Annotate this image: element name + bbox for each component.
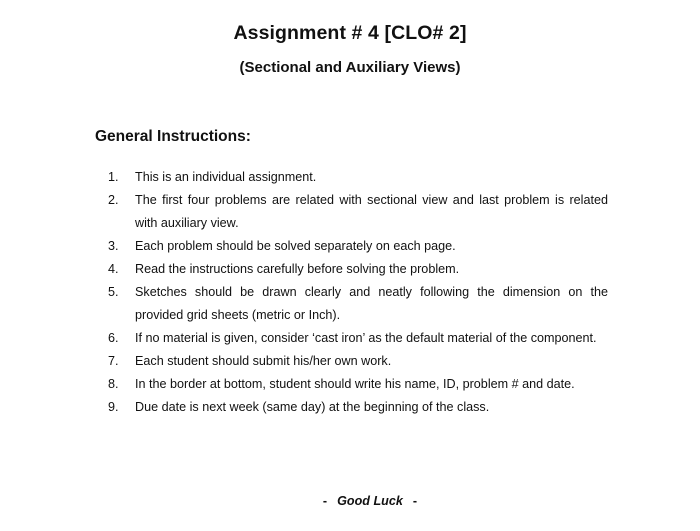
instruction-text: If no material is given, consider ‘cast iron’ as the default material of the component. [135,331,597,345]
instruction-number: 6. [108,331,119,345]
instruction-number: 5. [108,285,119,299]
instruction-item [108,235,608,258]
instruction-text: The first four problems are related with sectional view and last problem is related with auxiliary view. [135,193,608,230]
assignment-title: Assignment # 4 [CLO# 2] [233,22,467,44]
instruction-number: 8. [108,377,119,391]
instruction-text: Each problem should be solved separately on each page. [135,239,456,253]
instruction-item [108,281,608,327]
instruction-item [108,373,608,396]
closing-line [0,494,700,508]
instruction-item [108,350,608,373]
instruction-text: Read the instructions carefully before solving the problem. [135,262,460,276]
good-luck-text: Good Luck [337,494,403,508]
instruction-item [108,189,608,235]
instruction-number: 3. [108,239,119,253]
instruction-number: 4. [108,262,119,276]
instruction-number: 2. [108,193,119,207]
closing-dash-right: - [412,494,418,508]
instruction-text: Each student should submit his/her own work. [135,354,392,368]
closing-dash-left: - [322,494,328,508]
instruction-number: 9. [108,400,119,414]
instruction-item [108,258,608,281]
instruction-text: Sketches should be drawn clearly and neatly following the dimension on the provided grid sheets (metric or Inch). [135,285,608,322]
general-instructions-heading: General Instructions: [95,128,251,145]
instruction-number: 1. [108,170,119,184]
instructions-list [108,166,608,419]
instruction-item [108,166,608,189]
instruction-number: 7. [108,354,119,368]
instruction-text: Due date is next week (same day) at the beginning of the class. [135,400,490,414]
instruction-item [108,396,608,419]
instruction-item [108,327,608,350]
instruction-text: This is an individual assignment. [135,170,317,184]
instruction-text: In the border at bottom, student should write his name, ID, problem # and date. [135,377,575,391]
assignment-subtitle: (Sectional and Auxiliary Views) [239,59,461,76]
